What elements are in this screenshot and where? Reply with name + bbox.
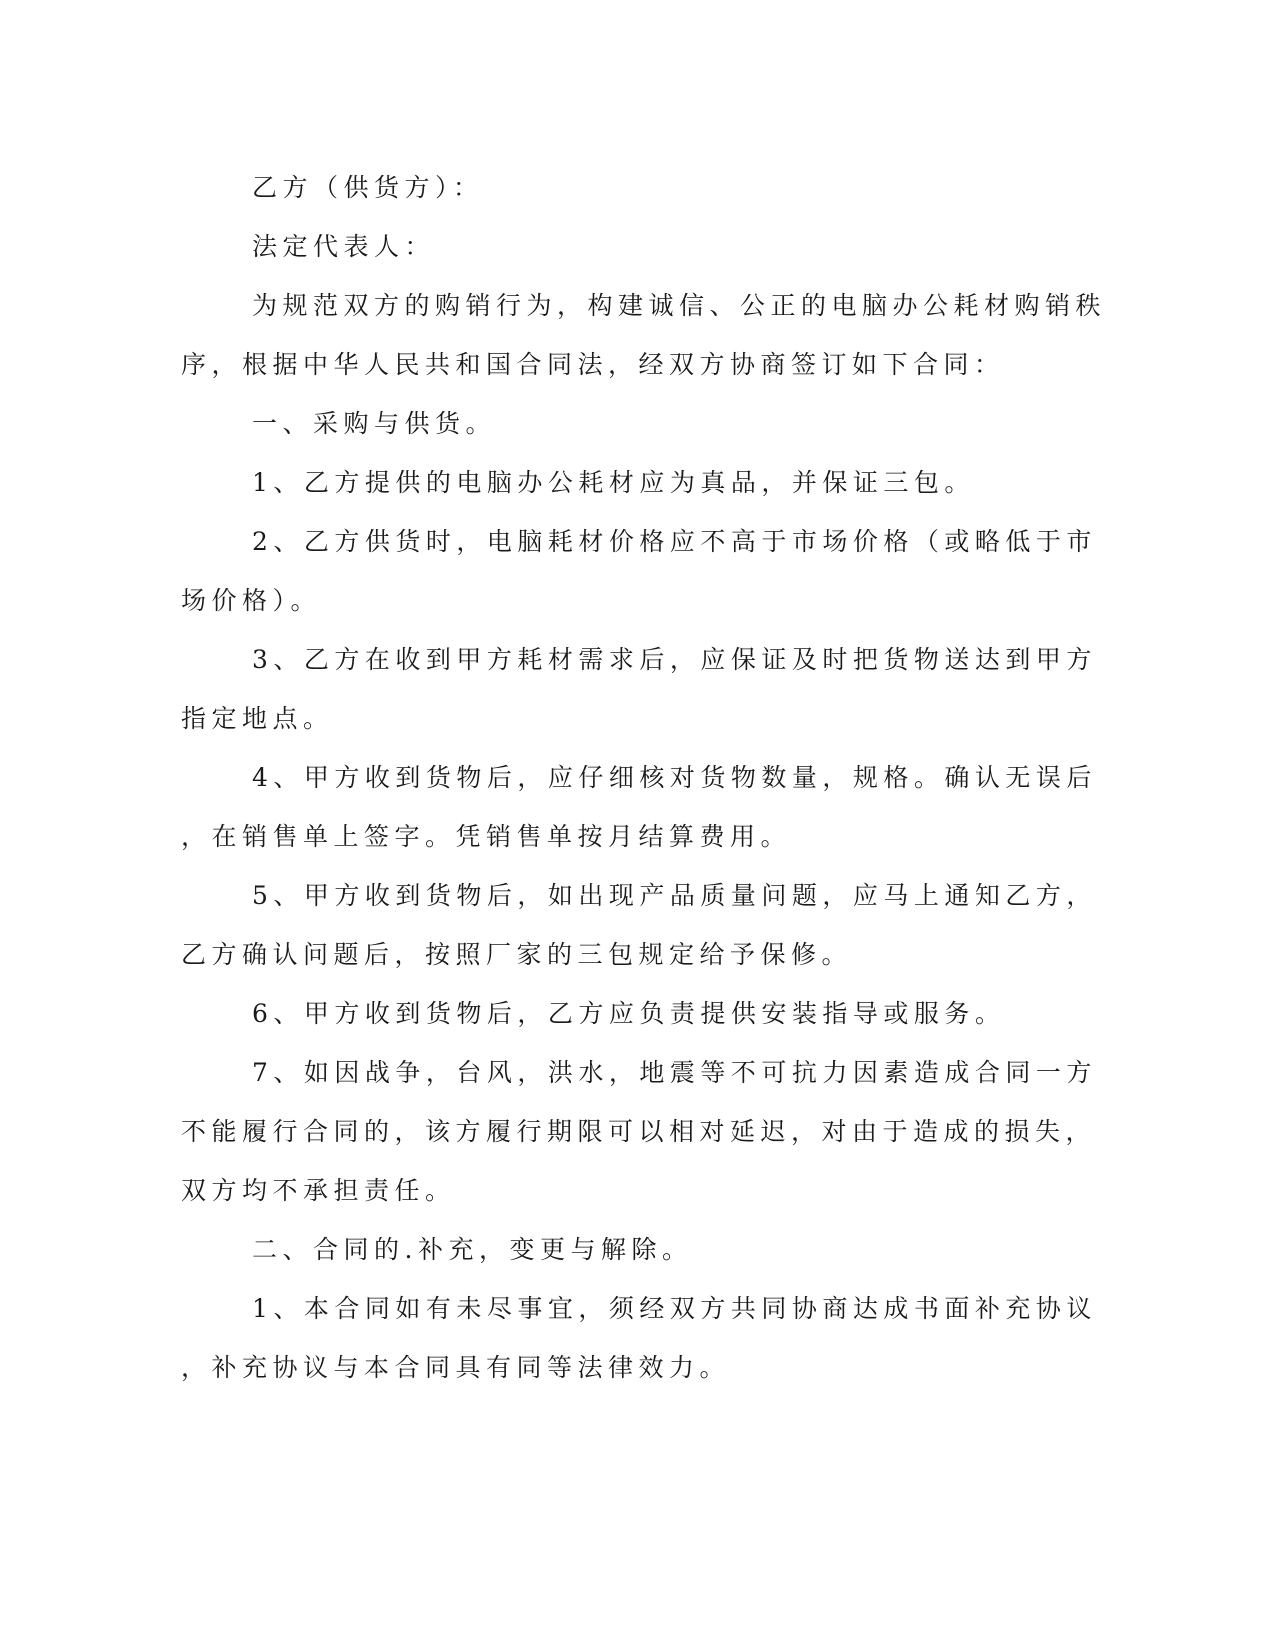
preamble-paragraph: [181, 276, 1107, 394]
text-line: 5、甲方收到货物后，如出现产品质量问题，应马上通知乙方，: [252, 881, 1097, 910]
text-line: 3、乙方在收到甲方耗材需求后，应保证及时把货物送达到甲方: [252, 645, 1097, 674]
text-line: 7、如因战争，台风，洪水，地震等不可抗力因素造成合同一方: [252, 1058, 1097, 1087]
section-heading-amendment: [181, 1220, 1041, 1279]
text-line: 双方均不承担责任。: [181, 1176, 456, 1205]
text-line: 场价格）。: [181, 586, 322, 615]
text-line: 一、采购与供货。: [252, 409, 497, 438]
legal-representative-line: [181, 217, 1041, 276]
text-line: 2、乙方供货时，电脑耗材价格应不高于市场价格（或略低于市: [252, 527, 1097, 556]
clause-1-2: [181, 512, 1097, 630]
text-line: ，补充协议与本合同具有同等法律效力。: [181, 1353, 731, 1382]
text-line: 序，根据中华人民共和国合同法，经双方协商签订如下合同：: [181, 350, 1005, 379]
party-b-line: [181, 158, 1041, 217]
text-line: 乙方确认问题后，按照厂家的三包规定给予保修。: [181, 940, 853, 969]
text-line: 6、甲方收到货物后，乙方应负责提供安装指导或服务。: [252, 999, 1006, 1028]
text-line: 不能履行合同的，该方履行期限可以相对延迟，对由于造成的损失，: [181, 1117, 1097, 1146]
clause-1-4: [181, 748, 1097, 866]
text-line: 为规范双方的购销行为，构建诚信、公正的电脑办公耗材购销秩: [252, 291, 1107, 320]
text-line: 1、乙方提供的电脑办公耗材应为真品，并保证三包。: [252, 468, 975, 497]
text-line: 1、本合同如有未尽事宜，须经双方共同协商达成书面补充协议: [252, 1294, 1097, 1323]
text-line: ，在销售单上签字。凭销售单按月结算费用。: [181, 822, 792, 851]
clause-1-7: [181, 1043, 1097, 1220]
section-heading-purchase-supply: [181, 394, 1041, 453]
clause-1-1: [181, 453, 1041, 512]
clause-2-1: [181, 1279, 1097, 1397]
text-line: 指定地点。: [181, 704, 334, 733]
clause-1-3: [181, 630, 1097, 748]
text-line: 4、甲方收到货物后，应仔细核对货物数量，规格。确认无误后: [252, 763, 1097, 792]
clause-1-5: [181, 866, 1097, 984]
contract-body: [181, 158, 1107, 1397]
clause-1-6: [181, 984, 1041, 1043]
text-line: 二、合同的.补充，变更与解除。: [252, 1235, 693, 1264]
text-line: 乙方（供货方）：: [252, 173, 484, 202]
text-line: 法定代表人：: [252, 232, 436, 261]
